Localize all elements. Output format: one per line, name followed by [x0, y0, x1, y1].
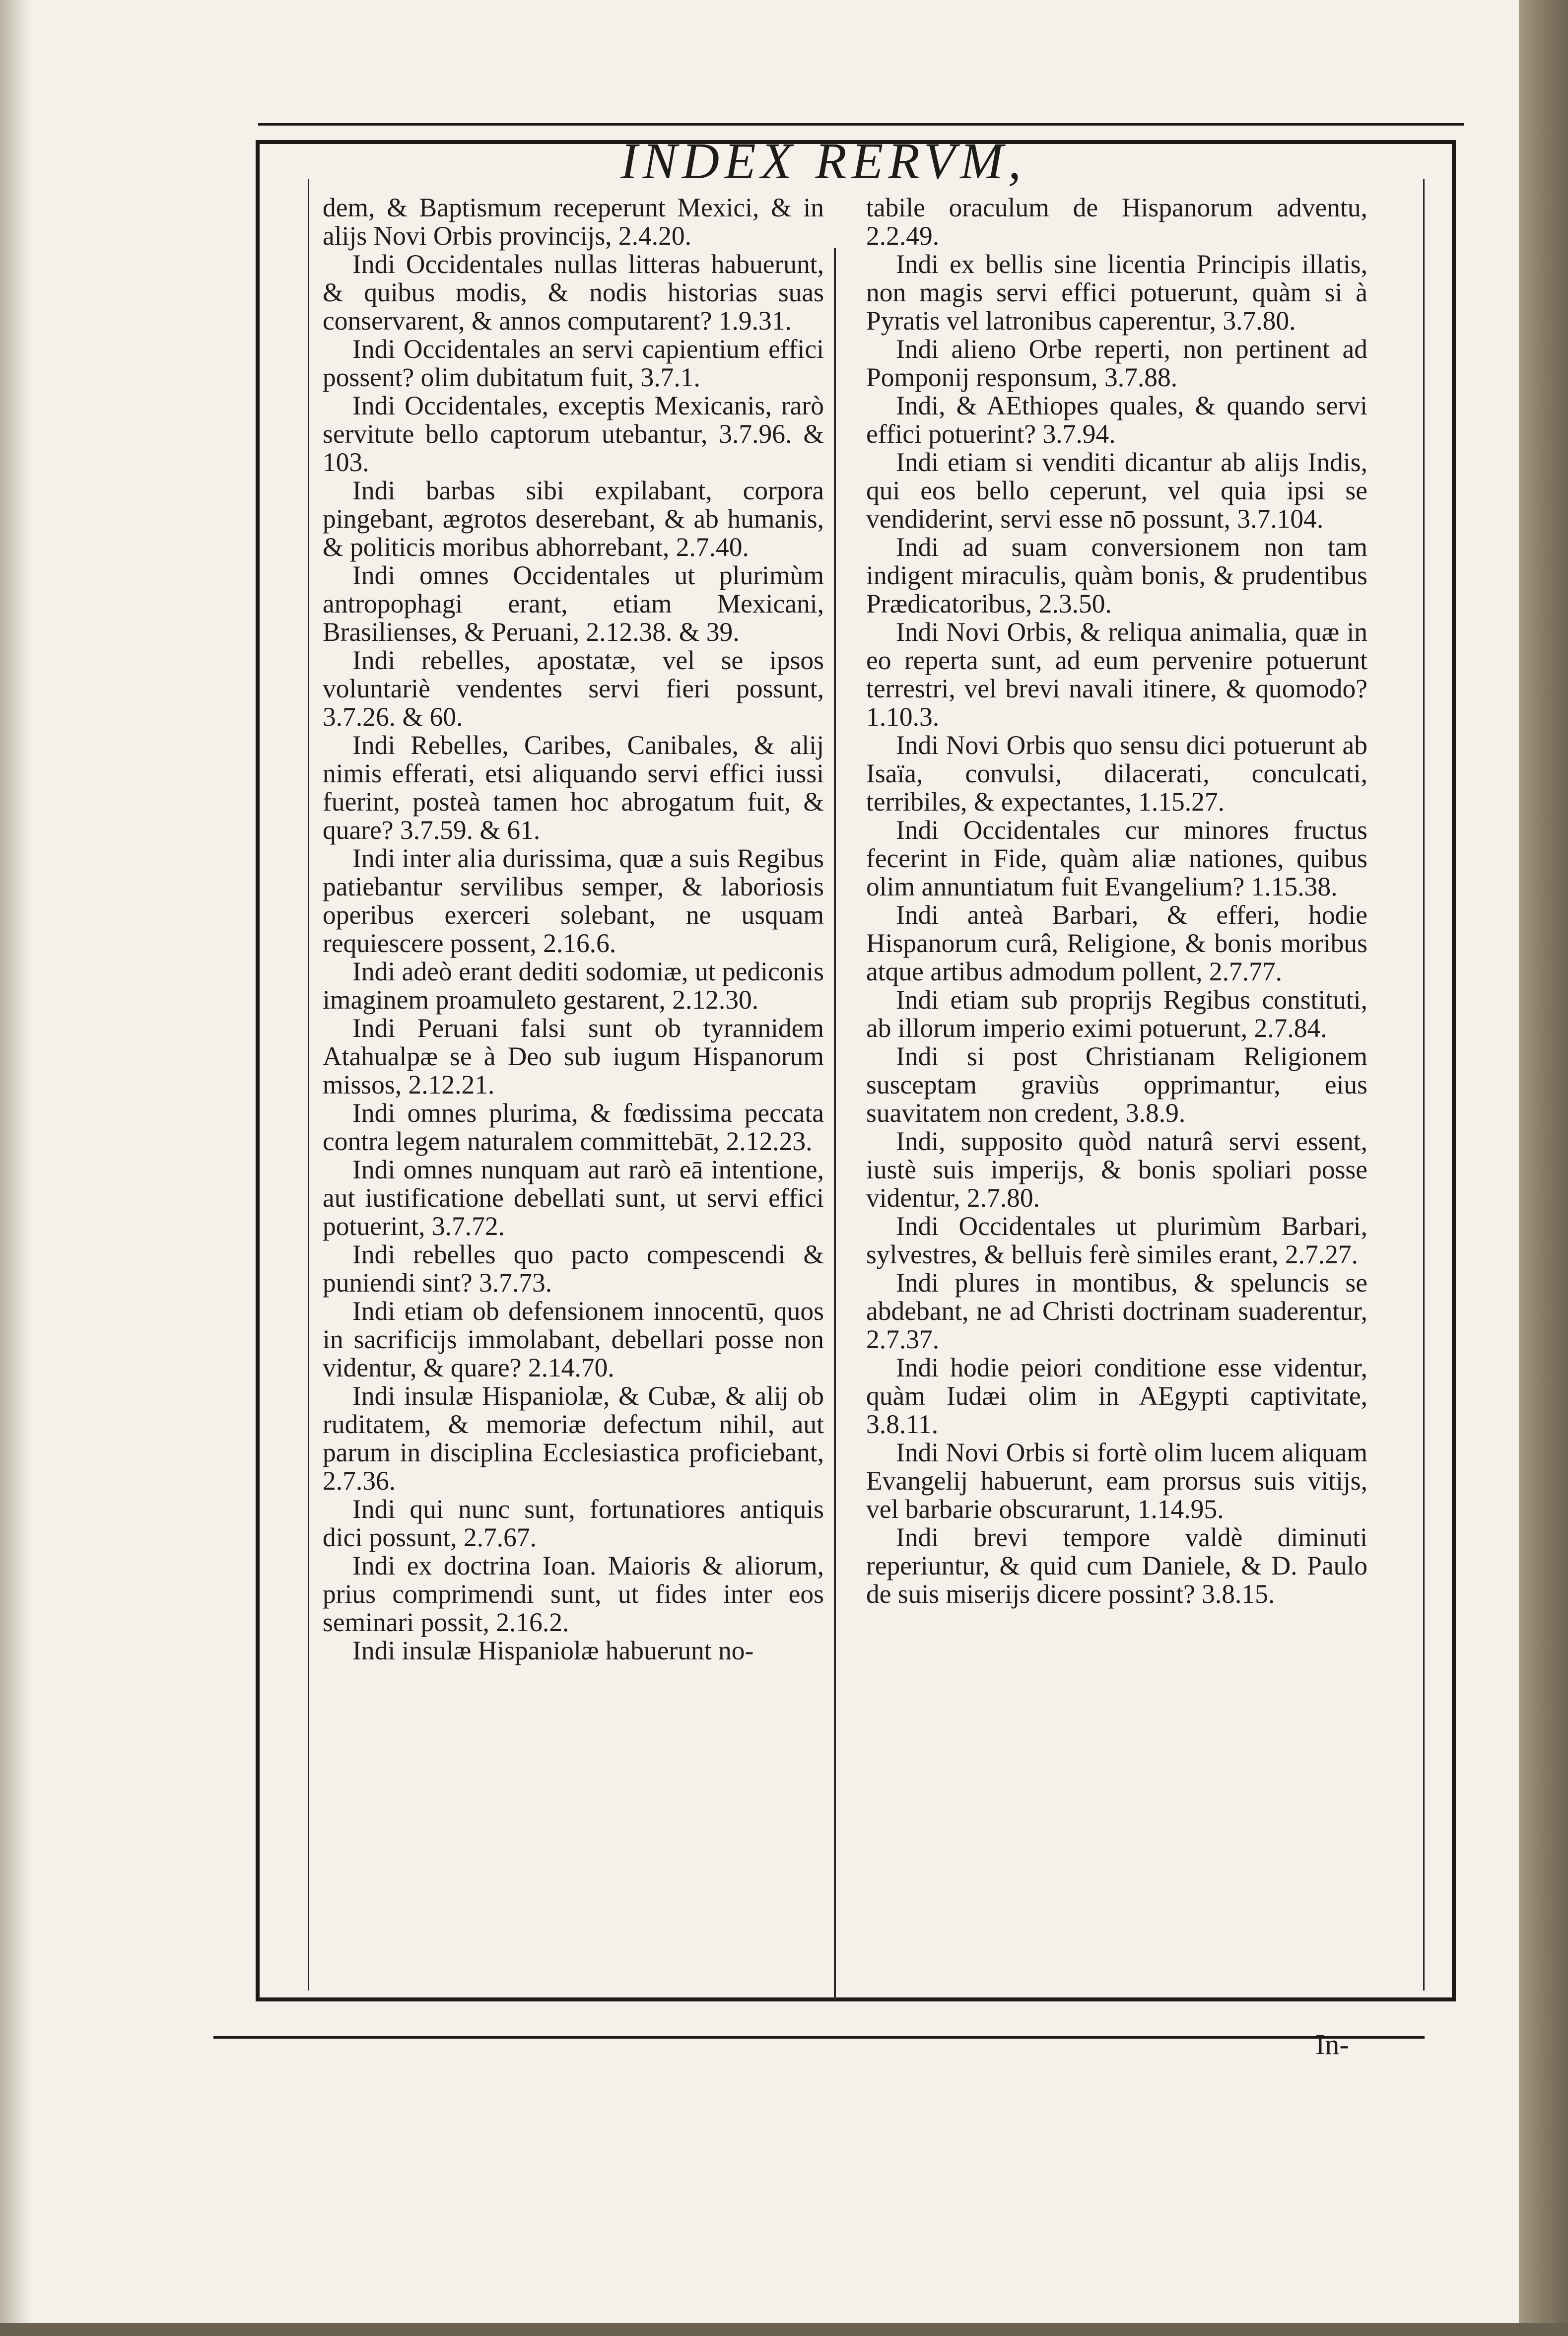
page-heading: INDEX RERVM,	[620, 133, 1026, 190]
index-entry: Indi, & AEthiopes quales, & quando servi effici potuerint? 3.7.94.	[866, 391, 1367, 449]
index-entry: dem, & Baptismum receperunt Mexici, & in alijs Novi Orbis provincijs, 2.4.20.	[323, 193, 824, 251]
index-entry: Indi omnes Occidentales ut plurimùm antropophagi erant, etiam Mexicani, Brasilienses, & Peruani, 2.12.38. & 39.	[323, 560, 824, 647]
book-fore-edge	[1519, 0, 1568, 2336]
index-entry: Indi si post Christianam Religionem susceptam graviùs opprimantur, eius suavitatem non credent, 3.8.9.	[866, 1041, 1367, 1128]
left-column	[323, 194, 824, 1665]
index-entry: Indi hodie peiori conditione esse videntur, quàm Iudæi olim in AEgypti captivitate, 3.8.11.	[866, 1353, 1367, 1439]
index-entry: Indi insulæ Hispaniolæ habuerunt no-	[352, 1636, 754, 1665]
catchword: In-	[1315, 2028, 1349, 2061]
index-entry: Indi Occidentales an servi capientium effici possent? olim dubitatum fuit, 3.7.1.	[323, 334, 824, 392]
index-entry: Indi insulæ Hispaniolæ, & Cubæ, & alij ob ruditatem, & memoriæ defectum nihil, aut parum in disciplina Ecclesiastica proficiebant, 2.7.36.	[323, 1381, 824, 1496]
index-entry: Indi ad suam conversionem non tam indigent miraculis, quàm bonis, & prudentibus Prædicatoribus, 2.3.50.	[866, 532, 1367, 618]
index-entry: Indi Novi Orbis quo sensu dici potuerunt ab Isaïa, convulsi, dilacerati, conculcati, terribiles, & expectantes, 1.15.27.	[866, 730, 1367, 817]
book-bottom-edge	[0, 2323, 1568, 2336]
index-entry: Indi Occidentales cur minores fructus fecerint in Fide, quàm aliæ nationes, quibus olim annuntiatum fuit Evangelium? 1.15.38.	[866, 815, 1367, 901]
index-entry: Indi omnes plurima, & fœdissima peccata contra legem naturalem committebāt, 2.12.23.	[323, 1098, 824, 1156]
index-entry: Indi etiam si venditi dicantur ab alijs Indis, qui eos bello ceperunt, vel quia ipsi se vendiderint, servi esse nō possunt, 3.7.104.	[866, 447, 1367, 534]
index-entry: Indi anteà Barbari, & efferi, hodie Hispanorum curâ, Religione, & bonis moribus atque artibus admodum pollent, 2.7.77.	[866, 900, 1367, 986]
index-entry: Indi Novi Orbis si fortè olim lucem aliquam Evangelij habuerunt, eam prorsus suis vitijs, vel barbarie obscurarunt, 1.14.95.	[866, 1438, 1367, 1524]
index-entry: Indi Novi Orbis, & reliqua animalia, quæ in eo reperta sunt, ad eum pervenire potuerunt terrestri, vel brevi navali itinere, & quomodo? 1.10.3.	[866, 617, 1367, 732]
index-entry: Indi, supposito quòd naturâ servi essent, iustè suis imperijs, & bonis spoliari posse videntur, 2.7.80.	[866, 1126, 1367, 1213]
index-entry: Indi Occidentales nullas litteras habuerunt, & quibus modis, & nodis historias suas conservarent, & annos computarent? 1.9.31.	[323, 249, 824, 336]
page-gutter	[0, 0, 35, 2323]
index-entry: Indi omnes nunquam aut rarò eā intentione, aut iustificatione debellati sunt, ut servi effici potuerint, 3.7.72.	[323, 1155, 824, 1241]
index-entry: Indi etiam ob defensionem innocentū, quos in sacrificijs immolabant, debellari posse non videntur, & quare? 2.14.70.	[323, 1296, 824, 1382]
column-divider	[834, 248, 836, 2000]
index-entry: Indi inter alia durissima, quæ a suis Regibus patiebantur servilibus semper, & laboriosis operibus exerceri solebant, ne usquam requiescere possent, 2.16.6.	[323, 843, 824, 958]
bottom-rule	[213, 2036, 1425, 2039]
index-entry: Indi qui nunc sunt, fortunatiores antiquis dici possunt, 2.7.67.	[323, 1494, 824, 1552]
index-entry: Indi Peruani falsi sunt ob tyrannidem Atahualpæ se à Deo sub iugum Hispanorum missos, 2.12.21.	[323, 1013, 824, 1099]
index-entry: Indi rebelles quo pacto compescendi & puniendi sint? 3.7.73.	[323, 1239, 824, 1298]
index-entry: Indi etiam sub proprijs Regibus constituti, ab illorum imperio eximi potuerunt, 2.7.84.	[866, 985, 1367, 1043]
index-entry: tabile oraculum de Hispanorum adventu, 2.2.49.	[866, 193, 1367, 251]
index-entry: Indi Occidentales, exceptis Mexicanis, rarò servitute bello captorum utebantur, 3.7.96. & 103.	[323, 391, 824, 477]
index-entry: Indi barbas sibi expilabant, corpora pingebant, ægrotos deserebant, & ab humanis, & politicis moribus abhorrebant, 2.7.40.	[323, 476, 824, 562]
top-rule	[258, 123, 1464, 126]
index-entry: Indi ex doctrina Ioan. Maioris & aliorum, prius comprimendi sunt, ut fides inter eos seminari possit, 2.16.2.	[323, 1551, 824, 1637]
index-entry: Indi plures in montibus, & speluncis se abdebant, ne ad Christi doctrinam suaderentur, 2.7.37.	[866, 1268, 1367, 1354]
right-column	[866, 194, 1367, 1608]
index-entry: Indi Rebelles, Caribes, Canibales, & alij nimis efferati, etsi aliquando servi effici iussi fuerint, posteà tamen hoc abrogatum fuit, & quare? 3.7.59. & 61.	[323, 730, 824, 845]
index-entry: Indi alieno Orbe reperti, non pertinent ad Pomponij responsum, 3.7.88.	[866, 334, 1367, 392]
index-entry: Indi rebelles, apostatæ, vel se ipsos voluntariè vendentes servi fieri possunt, 3.7.26. & 60.	[323, 645, 824, 732]
index-entry: Indi brevi tempore valdè diminuti reperiuntur, & quid cum Daniele, & D. Paulo de suis miserijs dicere possint? 3.8.15.	[866, 1522, 1367, 1609]
index-entry: Indi ex bellis sine licentia Principis illatis, non magis servi effici potuerunt, quàm si à Pyratis vel latronibus caperentur, 3.7.80.	[866, 249, 1367, 336]
index-entry: Indi Occidentales ut plurimùm Barbari, sylvestres, & belluis ferè similes erant, 2.7.27.	[866, 1211, 1367, 1269]
index-entry: Indi adeò erant dediti sodomiæ, ut pediconis imaginem proamuleto gestarent, 2.12.30.	[323, 957, 824, 1015]
